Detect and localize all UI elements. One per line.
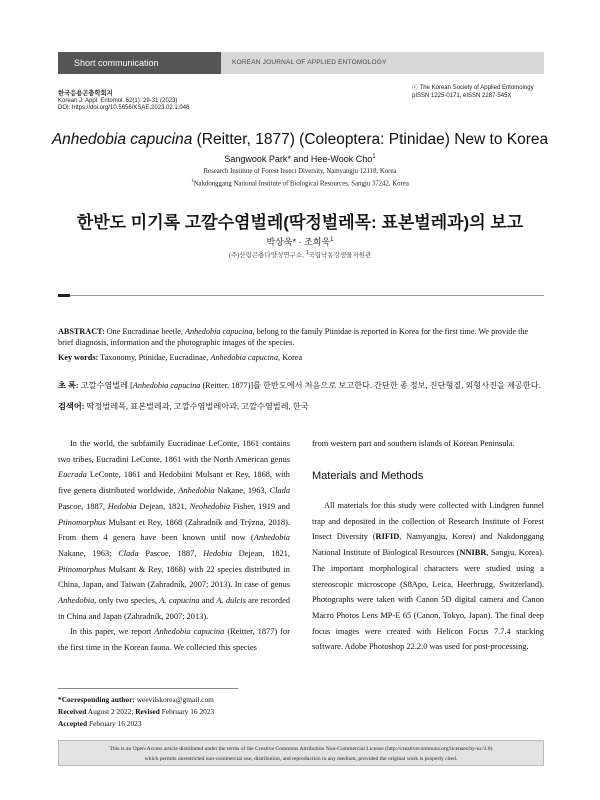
divider-accent [58,294,70,297]
genus: Anhedobia [58,596,95,606]
keywords-ko-label: 검색어: [58,402,85,411]
section-heading: Materials and Methods [312,470,424,482]
copyright-block [412,85,534,100]
journal-name-ko: 한국응용곤충학회지 [58,90,113,97]
keywords-ko [58,401,544,412]
corresponding-author [58,694,214,706]
abstract-ko-species: Anhedobia capucina [132,381,201,390]
date: February 16 2023 [159,707,215,716]
abstract-species: Anhedobia capucina [184,327,253,336]
genus: Hedobia [203,548,232,558]
text: Nakane, 1963, [214,486,270,496]
journal-banner: KOREAN JOURNAL OF APPLIED ENTOMOLOGY [221,52,544,74]
abstract-ko [58,380,544,391]
divider [70,295,544,296]
text: and [199,596,217,606]
text: Pascoe, 1887, [138,548,204,558]
author-sup: 1 [372,154,376,160]
label: Accepted [58,719,88,728]
text: In the world, the subfamily Eucradinae LeConte, 1861 contains two tribes, Eucradini LeConte, 1861 with the North American genus [58,439,290,464]
abstract [58,326,544,348]
intro-paragraph-2 [58,624,290,655]
abstract-t1: One Eucradinae beetle, [104,327,185,336]
text: All materials for this study were collected with Lindgren funnel trap and deposited in the collection of Research Institute of Forest Insect Diversity ( [312,501,544,542]
intro-continuation: from western part and southern islands of Korean Peninsula. [312,439,515,448]
text: (Reitter, 1877) for the first time in the Korean fauna. We collected this species [58,627,291,653]
acronym: RIFID [375,532,400,542]
acronym: NNIBR [459,548,487,558]
affiliation-2-sup: 1 [191,179,194,184]
abstract-label: ABSTRACT: [58,327,105,336]
label: Received [58,707,87,716]
date: August 2 2022; [86,707,136,716]
affiliation-2-text: Nakdonggang National Institute of Biological Resources, Sangju 37242, Korea [193,180,409,188]
label: *Corresponding author: [58,695,135,704]
affiliation-2 [0,179,600,187]
title-species: Anhedobia capucina [51,131,193,148]
footnote [58,694,214,730]
title-rest: (Reitter, 1877) (Coleoptera: Ptinidae) New to Korea [192,131,549,148]
affiliation-ko [0,250,600,259]
body-column-right-top [312,436,544,452]
genus: Neohedobia [189,501,231,511]
genus: Eucrada [58,470,87,480]
doi[interactable]: DOI: https://doi.org/10.5656/KSAE.2023.02.1.046 [58,105,190,111]
body-column-left [58,436,290,656]
license-line-2: which permits unrestricted non-commercial use, distribution, and reproduction in any medium, provided the original work is properly cited. [144,756,458,762]
affiliation-ko-text-2: 국립낙동강생물자원관 [308,252,372,260]
open-access-notice [58,740,544,766]
keywords-ko-text: 딱정벌레목, 표본벌레과, 고깔수염벌레아과, 고깔수염벌레, 한국 [84,402,309,411]
species: A. capucina [159,596,200,606]
article-title-ko: 한반도 미기록 고깔수염벌레(딱정벌레목: 표본벌레과)의 보고 [76,213,524,232]
text: Dejean, 1821, [136,501,190,511]
abstract-ko-t2: (Reitter, 1877)]를 한반도에서 처음으로 보고한다. 간단한 종 정보, 진단형질, 외형사진을 제공한다. [200,381,541,390]
label: Revised [135,707,160,716]
genus: Clada [269,486,291,496]
text: Fisher, 1919 and [230,501,290,511]
text: Nakane, 1963; [58,548,119,558]
text: , Namyangju, Korea) and Nakdonggang National Institute of Biological Resources ( [312,532,544,558]
text: , Sangju, Korea). The important morphological characters were studied using a stereoscopic microscope (S8Apo, Leica, Heerbrugg, Switzerland). Photographs were taken with Canon 5D digital camera and Canon Macro Photos Lens MP-E 65 (Canon, Tokyo, Japan). The final deep focus images were created with Helicon Focus 7.7.4 stacking software. Adobe Photoshop 22.2.0 was used for post-processing. [312,548,544,652]
authors-ko [0,235,600,248]
affiliation-ko-text: (주)산림곤충다양성연구소, [228,252,306,260]
author-names: Sangwook Park* and Hee-Wook Cho [224,154,373,164]
abstract-t2: , belong to the family Ptinidae is reported in Korea for the first time. We provide the brief diagnosis, information and the photographic images of the species. [58,327,529,347]
genus: Hedobia [107,501,137,511]
citation-block [58,90,189,113]
affiliation-1: Research Institute of Forest Insect Diversity, Namyangju 12118, Korea [203,168,397,175]
text: , only two species, [94,596,160,606]
genus: Anhedobia [253,533,290,543]
species: A. dulcis [216,596,246,606]
license-line-1: This is an Open-Access article distributed under the terms of the Creative Commons Attribution Non-Commercial License (http://creativecommons.org/licenses/by-nc/3.0) [109,746,493,752]
section-label: Short communication [58,52,221,74]
email-link[interactable]: weevilskorea@gmail.com [134,695,214,704]
issn: pISSN 1225-0171, eISSN 2287-545X [412,92,512,99]
keywords-t2: , Korea [277,353,303,362]
date: February 16 2023 [87,719,142,728]
keywords [58,352,544,363]
footnote-divider [58,688,238,689]
text: Pascoe, 1887, [58,501,108,511]
received-revised [58,706,214,718]
keywords-species: Anhedobia capucina [210,353,278,362]
methods-paragraph [312,498,544,655]
genus: Ptinomorphus [58,564,106,574]
text: In this paper, we report [70,627,155,637]
text: Mulsant & Rey, 1868) with 22 species distributed in China, Japan, and Taiwan (Zahradník, 2007; 2013). In case of genus [58,564,290,590]
text: Mulsant et Rey, 1868 (Zahradník and Trýzna, 2018). From them 4 genera have been known until now ( [58,517,290,543]
copyright: ⓒ The Korean Society of Applied Entomology [412,85,534,91]
keywords-t1: Taxonomy, Ptinidae, Eucradinae, [98,353,211,362]
authors-en [0,154,600,164]
text: Dejean, 1821, [231,548,291,558]
article-title-en [0,131,600,149]
intro-paragraph-1 [58,436,290,624]
text: are recorded in China and Japan (Zahradník, 2007; 2013). [58,596,290,621]
abstract-ko-t1: 고깔수염벌레 [ [78,381,133,390]
body-column-right [312,498,544,655]
keywords-label: Key words: [58,353,99,362]
affiliation-ko-sup: 1 [305,250,309,256]
genus: Ptinomorphus [58,517,106,527]
genus: Clada [118,548,139,558]
genus: Anhedobia [178,486,215,496]
accepted [58,718,214,730]
abstract-ko-label: 초 록: [58,381,79,390]
citation: Korean J. Appl. Entomol. 62(1): 29-31 (2023) [58,97,178,104]
author-ko-sup: 1 [330,237,334,243]
species: Anhedobia capucina [154,627,225,637]
author-names-ko: 박상욱* · 조희욱 [266,237,331,247]
text: LeConte, 1861 and Hedobiini Mulsant et Rey, 1868, with five genera distributed worldwide, [58,470,290,496]
